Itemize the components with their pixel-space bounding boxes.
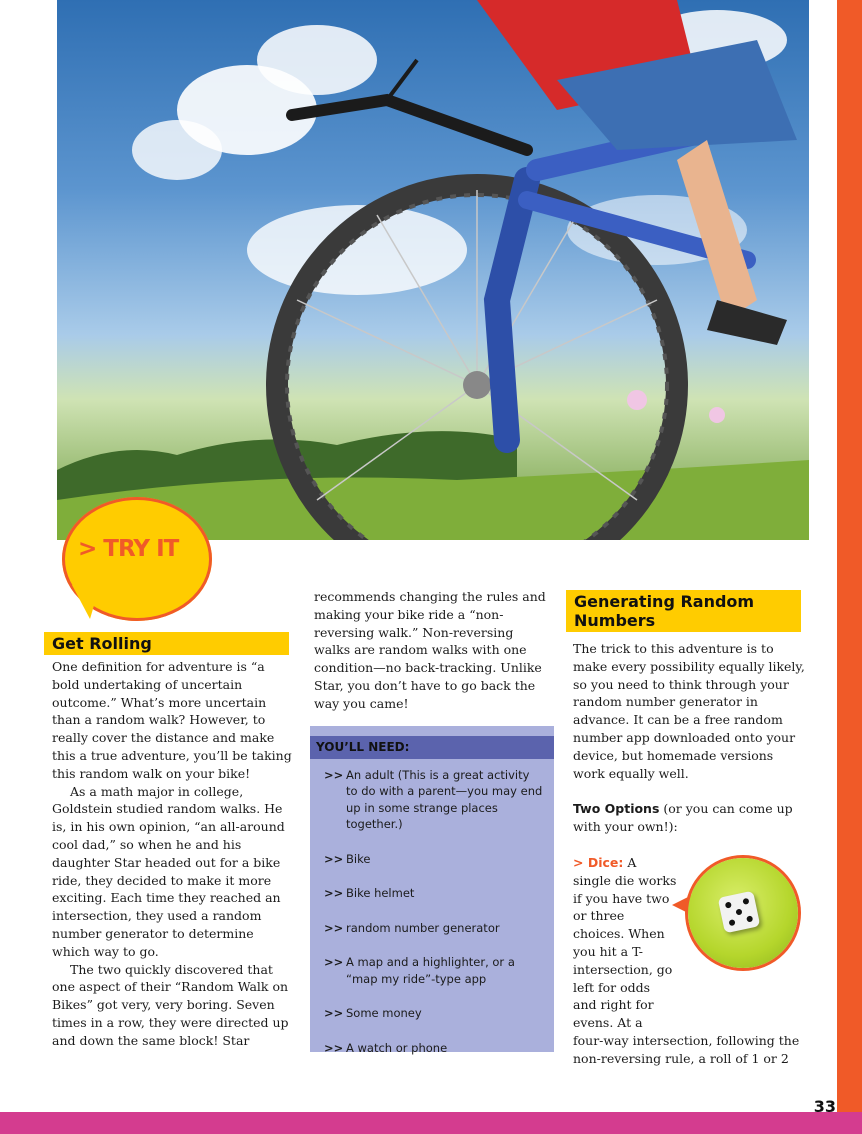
list-item: >> A watch or phone <box>324 1040 448 1055</box>
paragraph: The two quickly discovered that one aspect of their “Random Walk on Bikes” got very, very boring. Seven times in a row, they were directed up and down the same block! Star <box>52 961 289 1048</box>
generating-text <box>573 640 805 1068</box>
list-item: >> Bike helmet <box>324 886 415 900</box>
dice-text: A single die works if you have two or three choices. When you hit a T-intersection, go left for odds and right for evens. At a <box>573 854 677 1031</box>
supply-list <box>310 767 554 1057</box>
get-rolling-heading: Get Rolling <box>44 632 289 655</box>
list-item: >> random number generator <box>324 920 500 935</box>
youll-need-box <box>310 726 554 1055</box>
list-marker: >> <box>324 955 344 969</box>
list-item: >> An adult (This is a great activity to do with a parent—you may end up in some strange places together.) <box>324 767 543 831</box>
list-marker: >> <box>324 1040 344 1055</box>
bottom-accent-bar <box>0 1112 862 1134</box>
dice-paragraph-continued: four-way intersection, following the non-reversing rule, a roll of 1 or 2 <box>573 1032 800 1066</box>
try-it-label: > TRY IT <box>78 536 179 562</box>
list-item: >> A map and a highlighter, or a “map my ride”-type app <box>324 955 515 986</box>
right-accent-bar <box>837 0 862 1112</box>
paragraph: As a math major in college, Goldstein studied random walks. He is, in his own opinion, “an all-around cool dad,” so when he and his daughter Star headed out for a bike ride, they decided to make it more exciting. Each time they reached an intersection, they used a random number generator to determine which way to go. <box>52 783 285 959</box>
paragraph: The trick to this adventure is to make every possibility equally likely, so you need to think through your random number generator in advance. It can be a free random number app downloaded onto your device, but homemade versions work equally well. <box>573 641 805 781</box>
try-it-badge-tail <box>72 585 100 619</box>
paragraph: One definition for adventure is “a bold undertaking of uncertain outcome.” What’s more uncertain than a random walk? However, to really cover the distance and make this a true adventure, you’ll be taking this random walk on your bike! <box>52 659 292 781</box>
options-label: Two Options <box>573 801 660 817</box>
list-item: >> Bike <box>324 851 371 866</box>
page-number: 33 <box>813 1097 836 1116</box>
middle-column-text <box>314 588 550 713</box>
bike-photo <box>57 0 809 540</box>
dice-photo <box>688 858 798 968</box>
list-item: >> Some money <box>324 1006 422 1020</box>
get-rolling-text <box>52 658 294 1050</box>
list-marker: >> <box>324 920 344 935</box>
list-marker: >> <box>324 1006 344 1020</box>
die-icon <box>718 891 761 934</box>
options-text: (or you can come up with your own!): <box>573 801 793 835</box>
dice-paragraph <box>573 854 677 1032</box>
paragraph: recommends changing the rules and making your bike ride a “non-reversing walk.” Non-reversing walks are random walks with one condition—no back-tracking. Unlike Star, you don’t have to go back the way you came! <box>314 589 546 711</box>
list-marker: >> <box>324 851 344 866</box>
generating-heading: Generating Random Numbers <box>566 590 801 632</box>
options-paragraph <box>573 800 805 836</box>
dice-label: > Dice: <box>573 854 624 870</box>
bike-illustration <box>57 0 809 540</box>
youll-need-heading: YOU’LL NEED: <box>310 736 554 759</box>
list-marker: >> <box>324 886 344 900</box>
list-marker: >> <box>324 767 344 782</box>
